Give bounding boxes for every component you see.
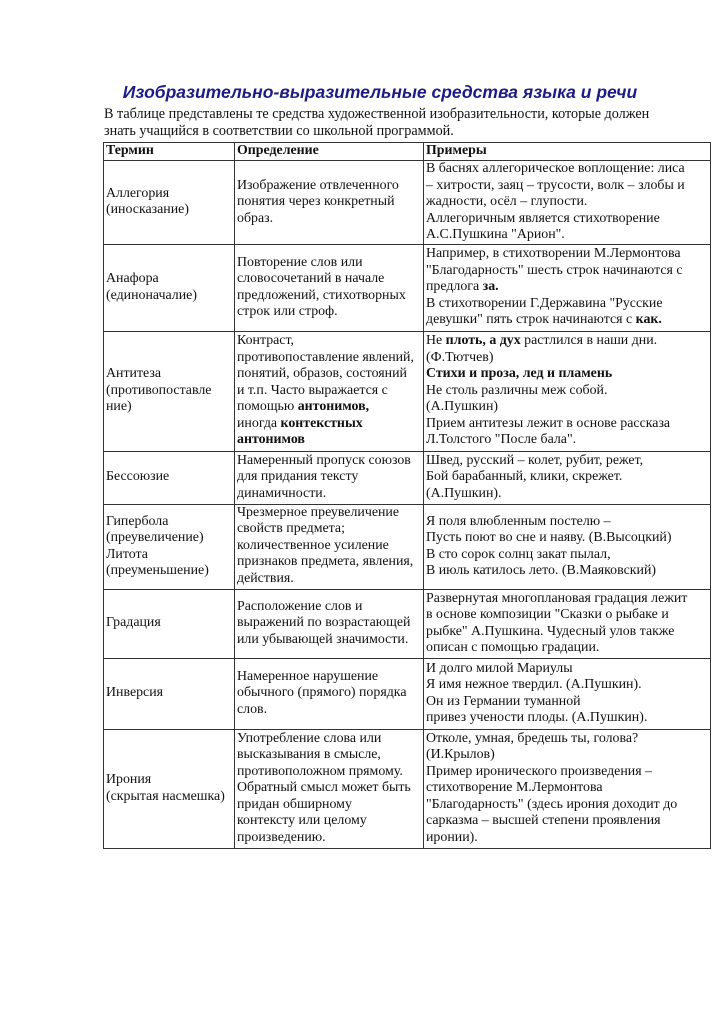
examples-line: описан с помощью градации. (426, 640, 600, 655)
examples-line: В июль катилось лето. (В.Маяковский) (426, 563, 657, 578)
examples-line: Развернутая многоплановая градация лежит (426, 590, 688, 606)
table-row (104, 589, 711, 658)
term-cell (104, 161, 235, 245)
definition-line: выражений по возрастающей (237, 615, 411, 631)
examples-line: (А.Пушкин) (426, 399, 499, 415)
term-line: ние) (106, 399, 132, 415)
term-line: Градация (106, 615, 161, 631)
term-line: Бессоюзие (106, 469, 170, 485)
definition-line: произведению. (237, 829, 326, 845)
examples-line: Отколе, умная, бредешь ты, голова? (426, 730, 639, 746)
table-row (104, 244, 711, 331)
definition-cell (235, 451, 424, 504)
examples-line: стихотворение М.Лермонтова (426, 780, 603, 796)
table-row (104, 504, 711, 589)
examples-line: Л.Толстого "После бала". (426, 432, 577, 448)
text: предлога (426, 279, 483, 295)
definition-line: Чрезмерное преувеличение (237, 504, 400, 520)
definition-cell (235, 729, 424, 848)
examples-line (426, 279, 709, 296)
definition-line: обычного (прямого) порядка (237, 685, 407, 701)
examples-cell (424, 729, 711, 848)
examples-line: Бой барабанный, клики, скрежет. (426, 469, 623, 485)
definition-line: и т.п. Часто выражается с (237, 382, 388, 398)
examples-cell (424, 331, 711, 451)
examples-line: сарказма – высшей степени проявления (426, 813, 661, 829)
text: помощью (237, 399, 298, 415)
table-row (104, 451, 711, 504)
examples-cell (424, 658, 711, 729)
bold-text: контекстных (280, 415, 363, 431)
bold-text: плоть, а дух (445, 333, 521, 349)
definition-line: высказывания в смысле, (237, 747, 381, 763)
examples-line: Не столь различны меж собой. (426, 382, 608, 398)
examples-line: Например, в стихотворении М.Лермонтова (426, 246, 681, 262)
term-line: Антитеза (106, 366, 162, 382)
definition-line: Намеренный пропуск союзов (237, 452, 411, 468)
examples-line: иронии). (426, 829, 478, 845)
examples-line: В сто сорок солнц закат пылал, (426, 546, 611, 562)
term-line: Ирония (106, 772, 152, 787)
term-line: Анафора (106, 271, 159, 286)
definition-line: слов. (237, 701, 268, 717)
definition-cell (235, 504, 424, 589)
examples-line: (И.Крылов) (426, 747, 495, 763)
definition-line: свойств предмета; (237, 521, 345, 536)
definition-line: строк или строф. (237, 304, 338, 319)
header-definition: Определение (235, 143, 424, 161)
text: иногда (237, 415, 281, 431)
term-line: (противопоставле (106, 382, 212, 398)
term-cell (104, 504, 235, 589)
examples-line: жадности, осёл – глупости. (426, 194, 588, 209)
table-row (104, 161, 711, 245)
definition-line (237, 432, 422, 449)
definition-line: динамичности. (237, 485, 327, 501)
examples-line (426, 366, 709, 383)
definition-line: образ. (237, 210, 274, 226)
examples-line: Пример иронического произведения – (426, 763, 653, 779)
examples-cell (424, 504, 711, 589)
examples-cell (424, 589, 711, 658)
text: растлился в наши дни. (520, 333, 658, 349)
bold-text: антонимов, (297, 399, 370, 415)
examples-line: (Ф.Тютчев) (426, 349, 494, 365)
bold-text: Стихи и проза, лед и пламень (426, 366, 613, 382)
header-examples: Примеры (424, 143, 711, 161)
definition-line: Изображение отвлеченного (237, 177, 399, 193)
definition-line: противоположном прямому. (237, 763, 403, 779)
text: Не (426, 333, 446, 349)
examples-line: Швед, русский – колет, рубит, режет, (426, 452, 644, 468)
term-line: (иносказание) (106, 202, 189, 218)
bold-text: антонимов (237, 432, 305, 448)
examples-cell (424, 161, 711, 245)
table-row (104, 729, 711, 848)
text: девушки" пять строк начинаются с (426, 312, 636, 328)
definition-line: понятий, образов, состояний (237, 366, 407, 382)
definition-line (237, 399, 422, 416)
page-title: Изобразительно-выразительные средства языка и речи (122, 82, 638, 102)
term-cell (104, 729, 235, 848)
examples-line: рыбке" А.Пушкина. Чудесный улов также (426, 623, 675, 639)
examples-line: привез учености плоды. (А.Пушкин). (426, 710, 648, 725)
intro-paragraph (104, 106, 714, 140)
bold-text: за. (482, 279, 499, 295)
header-term: Термин (104, 143, 235, 161)
term-cell (104, 244, 235, 331)
definition-line: Повторение слов или (237, 254, 363, 270)
term-line: Литота (106, 546, 148, 562)
definition-line (237, 416, 422, 433)
term-line: (преуменьшение) (106, 563, 209, 578)
examples-line: Я поля влюбленным постелю – (426, 513, 611, 529)
term-line: (скрытая насмешка) (106, 788, 225, 804)
definition-line: понятия через конкретный (237, 194, 395, 209)
definition-cell (235, 244, 424, 331)
examples-line (426, 312, 709, 329)
definition-cell (235, 589, 424, 658)
examples-line: В баснях аллегорическое воплощение: лиса (426, 161, 685, 176)
definition-line: Обратный смысл может быть (237, 780, 411, 796)
definition-line: придан обширному (237, 796, 352, 812)
definition-line: Употребление слова или (237, 730, 382, 746)
intro-line: В таблице представлены те средства художественной изобразительности, которые должен (104, 106, 650, 122)
examples-line: в основе композиции "Сказки о рыбаке и (426, 607, 669, 622)
term-line: (единоначалие) (106, 287, 197, 303)
examples-line: Аллегоричным является стихотворение (426, 210, 660, 226)
table-row (104, 658, 711, 729)
examples-line: (А.Пушкин). (426, 485, 502, 501)
term-cell (104, 658, 235, 729)
term-cell (104, 589, 235, 658)
examples-line: Он из Германии туманной (426, 693, 581, 709)
definition-line: для придания тексту (237, 469, 359, 485)
table-row (104, 331, 711, 451)
bold-text: как. (635, 312, 662, 328)
definition-cell (235, 161, 424, 245)
term-line: (преувеличение) (106, 530, 204, 545)
definition-line: Намеренное нарушение (237, 668, 379, 684)
term-line: Гипербола (106, 513, 169, 529)
examples-line (426, 333, 709, 350)
definition-line: противопоставление явлений, (237, 349, 414, 365)
examples-line: И долго милой Мариулы (426, 660, 573, 676)
examples-line: Я имя нежное твердил. (А.Пушкин). (426, 677, 642, 692)
term-line: Инверсия (106, 685, 164, 701)
intro-line: знать учащийся в соответствии со школьной программой. (104, 123, 454, 139)
definition-line: или убывающей значимости. (237, 631, 409, 647)
term-line: Аллегория (106, 185, 170, 201)
terms-table (103, 142, 711, 849)
definition-line: словосочетаний в начале (237, 271, 385, 286)
examples-cell (424, 244, 711, 331)
examples-line: "Благодарность" (здесь ирония доходит до (426, 796, 678, 812)
definition-line: контексту или целому (237, 813, 367, 829)
term-cell (104, 331, 235, 451)
examples-line: А.С.Пушкина "Арион". (426, 227, 565, 242)
definition-line: Расположение слов и (237, 598, 363, 614)
examples-line: Прием антитезы лежит в основе рассказа (426, 415, 671, 431)
definition-line: действия. (237, 570, 294, 586)
examples-line: – хитрости, заяц – трусости, волк – злобы и (426, 177, 685, 193)
examples-cell (424, 451, 711, 504)
table-header-row (104, 143, 711, 161)
definition-line: Контраст, (237, 333, 294, 349)
examples-line: В стихотворении Г.Державина "Русские (426, 295, 663, 311)
examples-line: Пусть поют во сне и наяву. (В.Высоцкий) (426, 530, 672, 545)
definition-line: предложений, стихотворных (237, 287, 406, 303)
definition-cell (235, 658, 424, 729)
examples-line: "Благодарность" шесть строк начинаются с (426, 262, 683, 278)
term-cell (104, 451, 235, 504)
definition-line: количественное усиление (237, 537, 389, 553)
definition-line: признаков предмета, явления, (237, 554, 414, 569)
definition-cell (235, 331, 424, 451)
